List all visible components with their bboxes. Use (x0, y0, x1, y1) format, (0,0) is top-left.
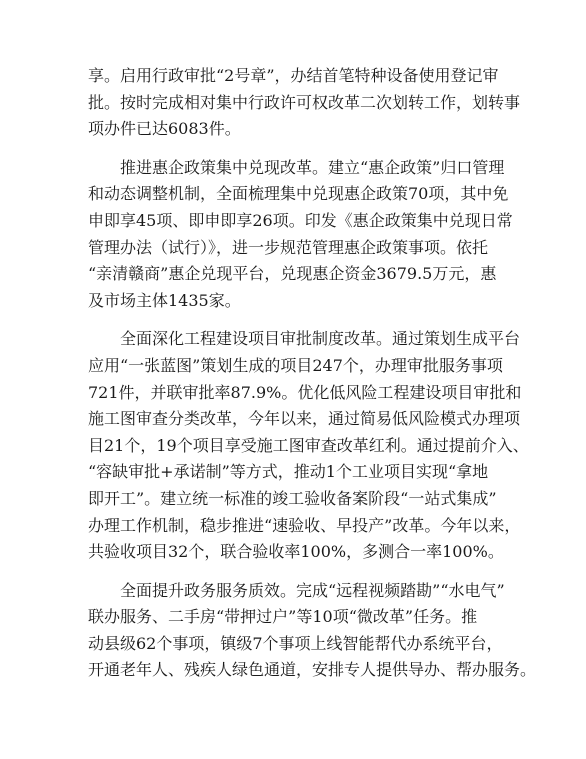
text-line: 即开工”。建立统一标准的竣工验收备案阶段“一站式集成” (88, 488, 497, 508)
text-line: 及市场主体1435家。 (88, 290, 241, 310)
paragraph-government-service (88, 578, 537, 684)
text-line: 全面深化工程建设项目审批制度改革。通过策划生成平台 (120, 329, 521, 349)
text-line: 开通老年人、残疾人绿色通道，安排专人提供导办、帮办服务。 (88, 660, 537, 680)
text-line: 项办件已达6083件。 (88, 119, 241, 139)
paragraph-enterprise-policy (88, 155, 518, 315)
text-line: 应用“一张蓝图”策划生成的项目247个，办理审批服务事项 (88, 355, 503, 375)
text-line: 享。启用行政审批“2号章”，办结首笔特种设备使用登记审 (88, 66, 499, 85)
paragraph-construction-approval (88, 326, 529, 565)
text-line: 办理工作机制，稳步推进“速验收、早投产”改革。今年以来， (88, 515, 521, 535)
text-line: 申即享45项、即申即享26项。印发《惠企政策集中兑现日常 (88, 210, 513, 230)
text-line: 目21个，19个项目享受施工图审查改革红利。通过提前介入、 (88, 435, 529, 455)
text-line: 施工图审查分类改革，今年以来，通过简易低风险模式办理项 (88, 409, 521, 429)
text-line: 共验收项目32个，联合验收率100%，多测合一率100%。 (88, 542, 504, 562)
document-body (88, 63, 537, 696)
text-line: 管理办法（试行）》，进一步规范管理惠企政策事项。依托 (88, 237, 489, 257)
text-line: “容缺审批+承诺制”等方式，推动1个工业项目实现“拿地 (88, 462, 489, 482)
paragraph-administrative-approval (88, 63, 521, 143)
text-line: 推进惠企政策集中兑现改革。建立“惠企政策”归口管理 (120, 157, 505, 177)
text-line: “亲清赣商”惠企兑现平台，兑现惠企资金3679.5万元，惠 (88, 264, 497, 284)
text-line: 721件，并联审批率87.9%。优化低风险工程建设项目审批和 (88, 382, 522, 402)
text-line: 动县级62个事项，镇级7个事项上线智能帮代办系统平台， (88, 633, 503, 653)
text-line: 全面提升政务服务质效。完成“远程视频踏勘”“水电气” (120, 580, 505, 600)
text-line: 批。按时完成相对集中行政许可权改革二次划转工作，划转事 (88, 92, 521, 112)
text-line: 和动态调整机制，全面梳理集中兑现惠企政策70项，其中免 (88, 184, 509, 204)
text-line: 联办服务、二手房“带押过户”等10项“微改革”任务。推 (88, 607, 478, 627)
